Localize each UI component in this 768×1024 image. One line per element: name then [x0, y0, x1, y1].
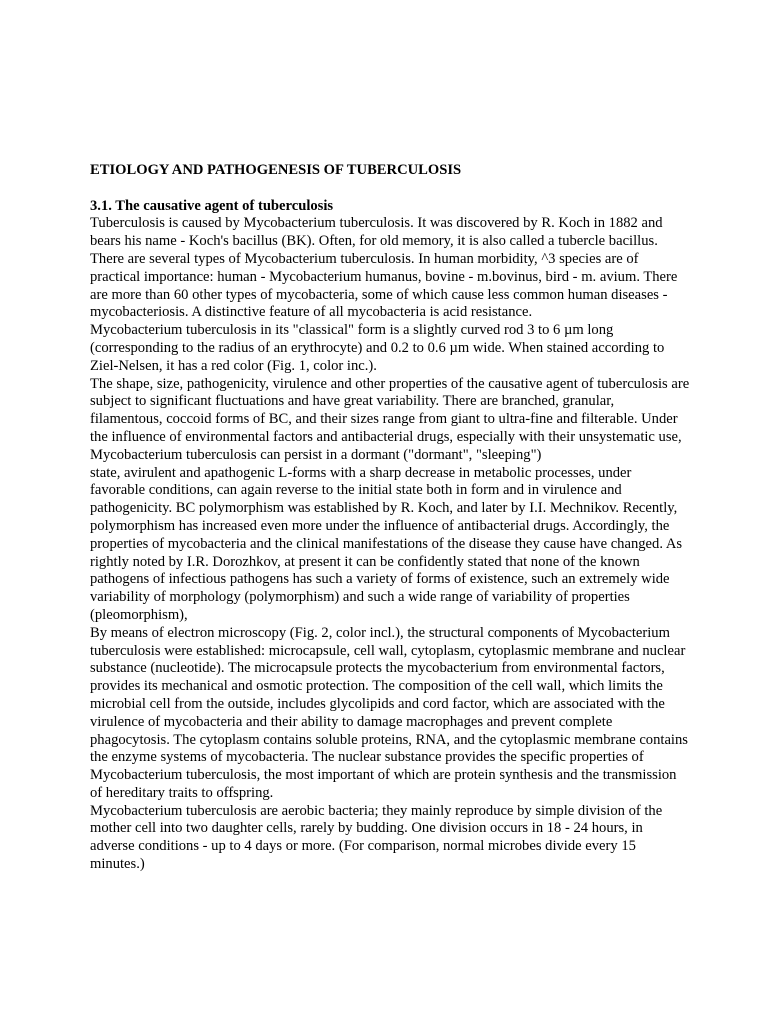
document-title: ETIOLOGY AND PATHOGENESIS OF TUBERCULOSIS [90, 162, 462, 178]
section-heading: 3.1. The causative agent of tuberculosis [90, 197, 334, 214]
paragraph-6: By means of electron microscopy (Fig. 2, color incl.), the structural components of Mycobacterium tuberculosis were established: microcapsule, cell wall, cytoplasm, cytoplasmic membrane and nuclear substance (nucleotide). The microcapsule protects the mycobacterium from environmental factors, provides its mechanical and osmotic protection. The composition of the cell wall, which limits the microbial cell from the outside, includes glycolipids and cord factor, which are associated with the virulence of mycobacteria and their ability to damage macrophages and prevent complete phagocytosis. The cytoplasm contains soluble proteins, RNA, and the cytoplasmic membrane contains the enzyme systems of mycobacteria. The nuclear substance provides the specific properties of Mycobacterium tuberculosis, the most important of which are protein synthesis and the transmission of hereditary traits to offspring. [90, 624, 688, 801]
paragraph-1: Tuberculosis is caused by Mycobacterium tuberculosis. It was discovered by R. Koch in 1882 and bears his name - Koch's bacillus (BK). Often, for old memory, it is also called a tubercle bacillus. [90, 215, 663, 250]
document-page [90, 162, 690, 874]
paragraph-2: There are several types of Mycobacterium tuberculosis. In human morbidity, ^3 species are of practical importance: human - Mycobacterium humanus, bovine - m.bovinus, bird - m. avium. There are more than 60 other types of mycobacteria, some of which cause less common human diseases - mycobacteriosis. A distinctive feature of all mycobacteria is acid resistance. [90, 250, 678, 321]
paragraph-7: Mycobacterium tuberculosis are aerobic bacteria; they mainly reproduce by simple division of the mother cell into two daughter cells, rarely by budding. One division occurs in 18 - 24 hours, in adverse conditions - up to 4 days or more. (For comparison, normal microbes divide every 15 minutes.) [90, 802, 663, 873]
paragraph-3: Mycobacterium tuberculosis in its "classical" form is a slightly curved rod 3 to 6 µm long (corresponding to the radius of an erythrocyte) and 0.2 to 0.6 µm wide. When stained according to Ziel-Nelsen, it has a red color (Fig. 1, color inc.). [90, 322, 665, 374]
paragraph-4: The shape, size, pathogenicity, virulence and other properties of the causative agent of tuberculosis are subject to significant fluctuations and have great variability. There are branched, granular, filamentous, coccoid forms of BC, and their sizes range from giant to ultra-fine and filterable. Under the influence of environmental factors and antibacterial drugs, especially with their unsystematic use, Mycobacterium tuberculosis can persist in a dormant ("dormant", "sleeping") [90, 375, 690, 463]
paragraph-5: state, avirulent and apathogenic L-forms with a sharp decrease in metabolic processes, under favorable conditions, can again reverse to the initial state both in form and in virulence and pathogenicity. BC polymorphism was established by R. Koch, and later by I.I. Mechnikov. Recently, polymorphism has increased even more under the influence of antibacterial drugs. Accordingly, the properties of mycobacteria and the clinical manifestations of the disease they cause have changed. As rightly noted by I.R. Dorozhkov, at present it can be confidently stated that none of the known pathogens of infectious pathogens has such a variety of forms of existence, such an extremely wide variability of morphology (polymorphism) and such a wide range of variability of properties (pleomorphism), [90, 464, 683, 623]
